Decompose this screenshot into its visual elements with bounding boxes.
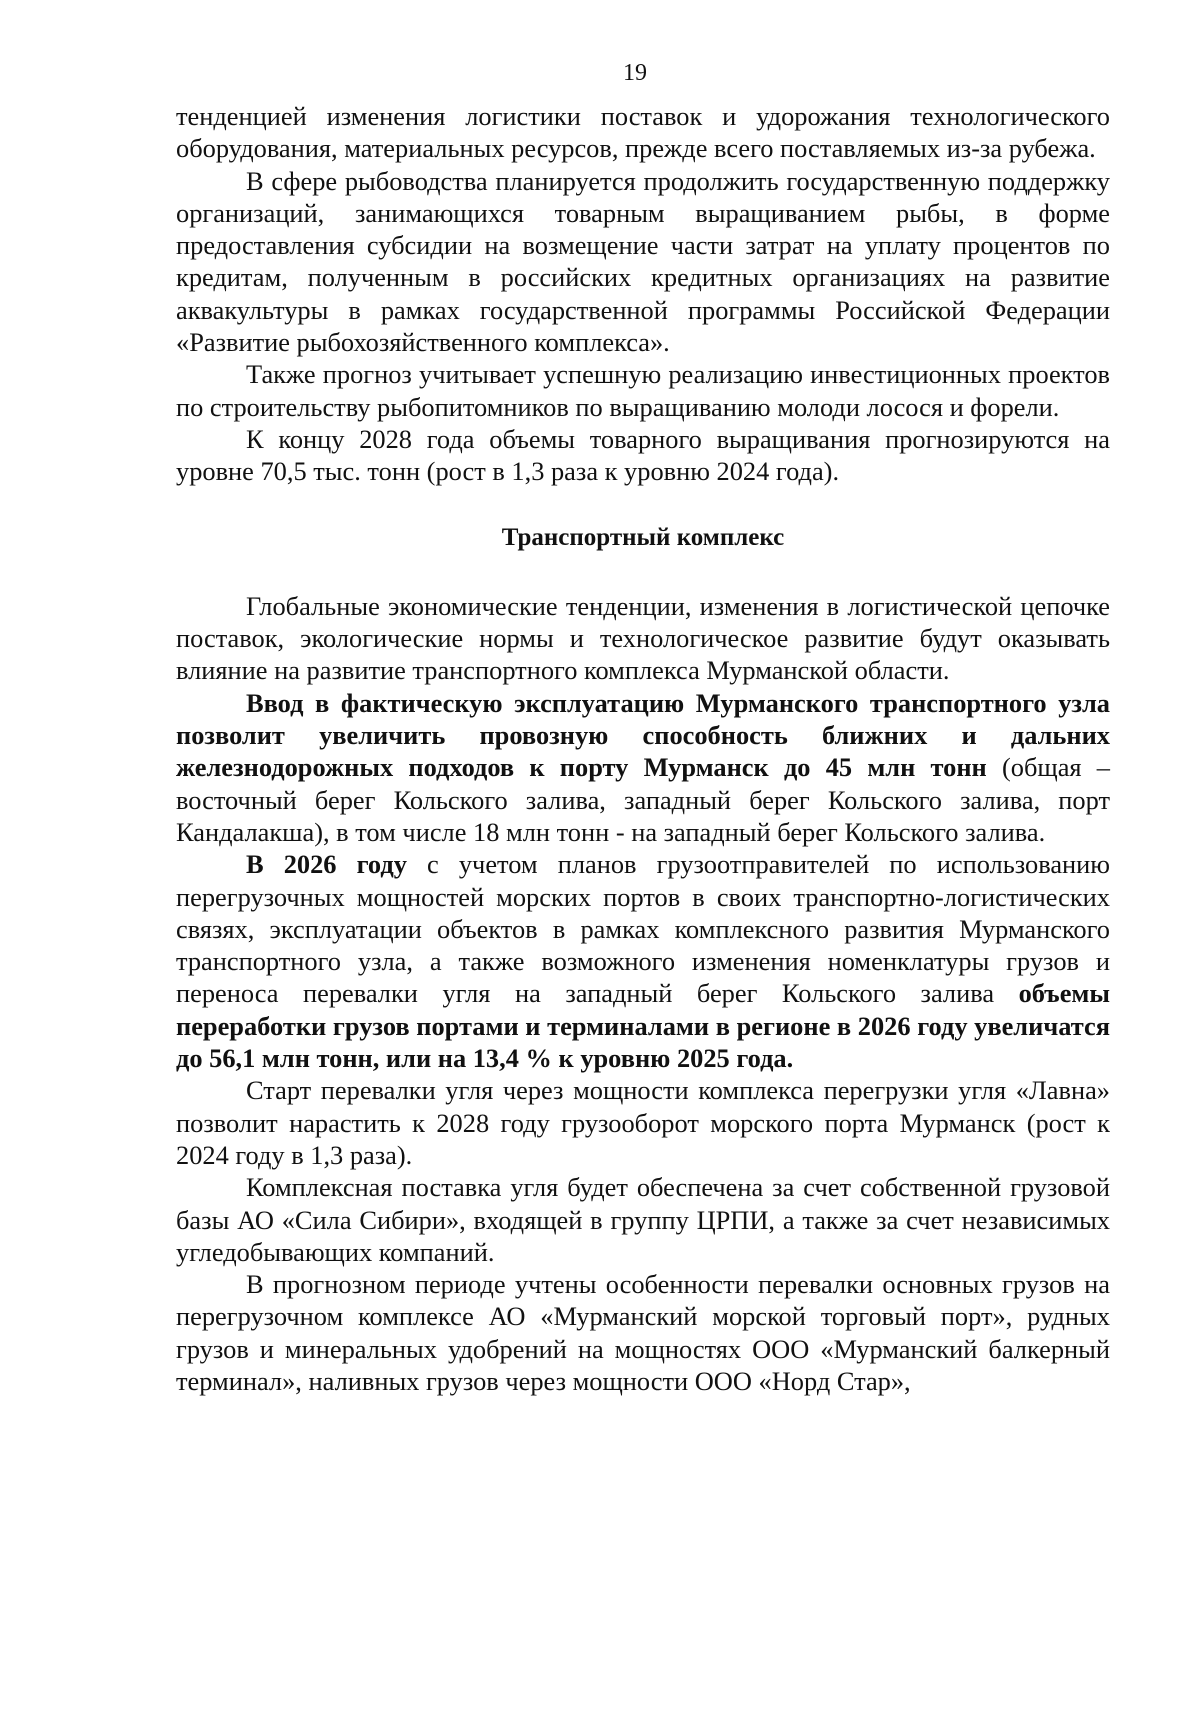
paragraph-global-trends: Глобальные экономические тенденции, изменения в логистической цепочке поставок, экологические нормы и технологическое развитие будут оказывать влияние на развитие транспортного комплекса Мурманской области.	[176, 590, 1110, 686]
paragraph-coal-supply: Комплексная поставка угля будет обеспечена за счет собственной грузовой базы АО «Сила Сибири», входящей в группу ЦРПИ, а также за счет независимых угледобывающих компаний.	[176, 1172, 1110, 1267]
document-body	[176, 100, 1110, 1397]
paragraph-transport-hub	[176, 687, 1110, 848]
paragraph-lavna-coal: Старт перевалки угля через мощности комплекса перегрузки угля «Лавна» позволит нарастить к 2028 году грузооборот морского порта Мурманск (рост к 2024 году в 1,3 раза).	[176, 1075, 1110, 1170]
bold-text: объемы переработки грузов портами и терминалами в регионе в 2026 году увеличатся до 56,1 млн тонн, или на 13,4 % к уровню 2025 года.	[176, 978, 1110, 1074]
paragraph-forecast-period: В прогнозном периоде учтены особенности перевалки основных грузов на перегрузочном комплексе АО «Мурманский морской торговый порт», рудных грузов и минеральных удобрений на мощностях ООО «Мурманский балкерный терминал», наливных грузов через мощности ООО «Норд Стар»,	[176, 1269, 1110, 1396]
paragraph-investment-projects: Также прогноз учитывает успешную реализацию инвестиционных проектов по строительству рыбопитомников по выращиванию молоди лосося и форели.	[176, 359, 1110, 422]
section-heading: Транспортный комплекс	[501, 523, 785, 551]
page-number: 19	[623, 60, 647, 86]
paragraph-2026-cargo	[176, 848, 1110, 1074]
regular-text: с учетом планов грузоотправителей по использованию перегрузочных мощностей морских портов в своих транспортно-логистических связях, эксплуатации объектов в рамках комплексного развития Мурманского транспортного узла, а также возможного изменения номенклатуры грузов и переноса перевалки угля на западный берег Кольского залива	[176, 849, 1111, 1009]
paragraph-fish-farming: В сфере рыбоводства планируется продолжить государственную поддержку организаций, занимающихся товарным выращиванием рыбы, в форме предоставления субсидии на возмещение части затрат на уплату процентов по кредитам, полученным в российских кредитных организациях на развитие аквакультуры в рамках государственной программы Российской Федерации «Развитие рыбохозяйственного комплекса».	[176, 165, 1110, 358]
regular-text: (общая – восточный берег Кольского залива, западный берег Кольского залива, порт Кандалакша), в том числе 18 млн тонн - на западный берег Кольского залива.	[176, 752, 1110, 847]
paragraph-continuation: тенденцией изменения логистики поставок и удорожания технологического оборудования, материальных ресурсов, прежде всего поставляемых из-за рубежа.	[176, 101, 1110, 164]
bold-text: В 2026 году	[246, 849, 407, 880]
paragraph-forecast-2028: К концу 2028 года объемы товарного выращивания прогнозируются на уровне 70,5 тыс. тонн (рост в 1,3 раза к уровню 2024 года).	[176, 423, 1110, 487]
bold-text: Ввод в фактическую эксплуатацию Мурманского транспортного узла позволит увеличить провозную способность ближних и дальних железнодорожных подходов к порту Мурманск до 45 млн тонн	[176, 687, 1110, 783]
